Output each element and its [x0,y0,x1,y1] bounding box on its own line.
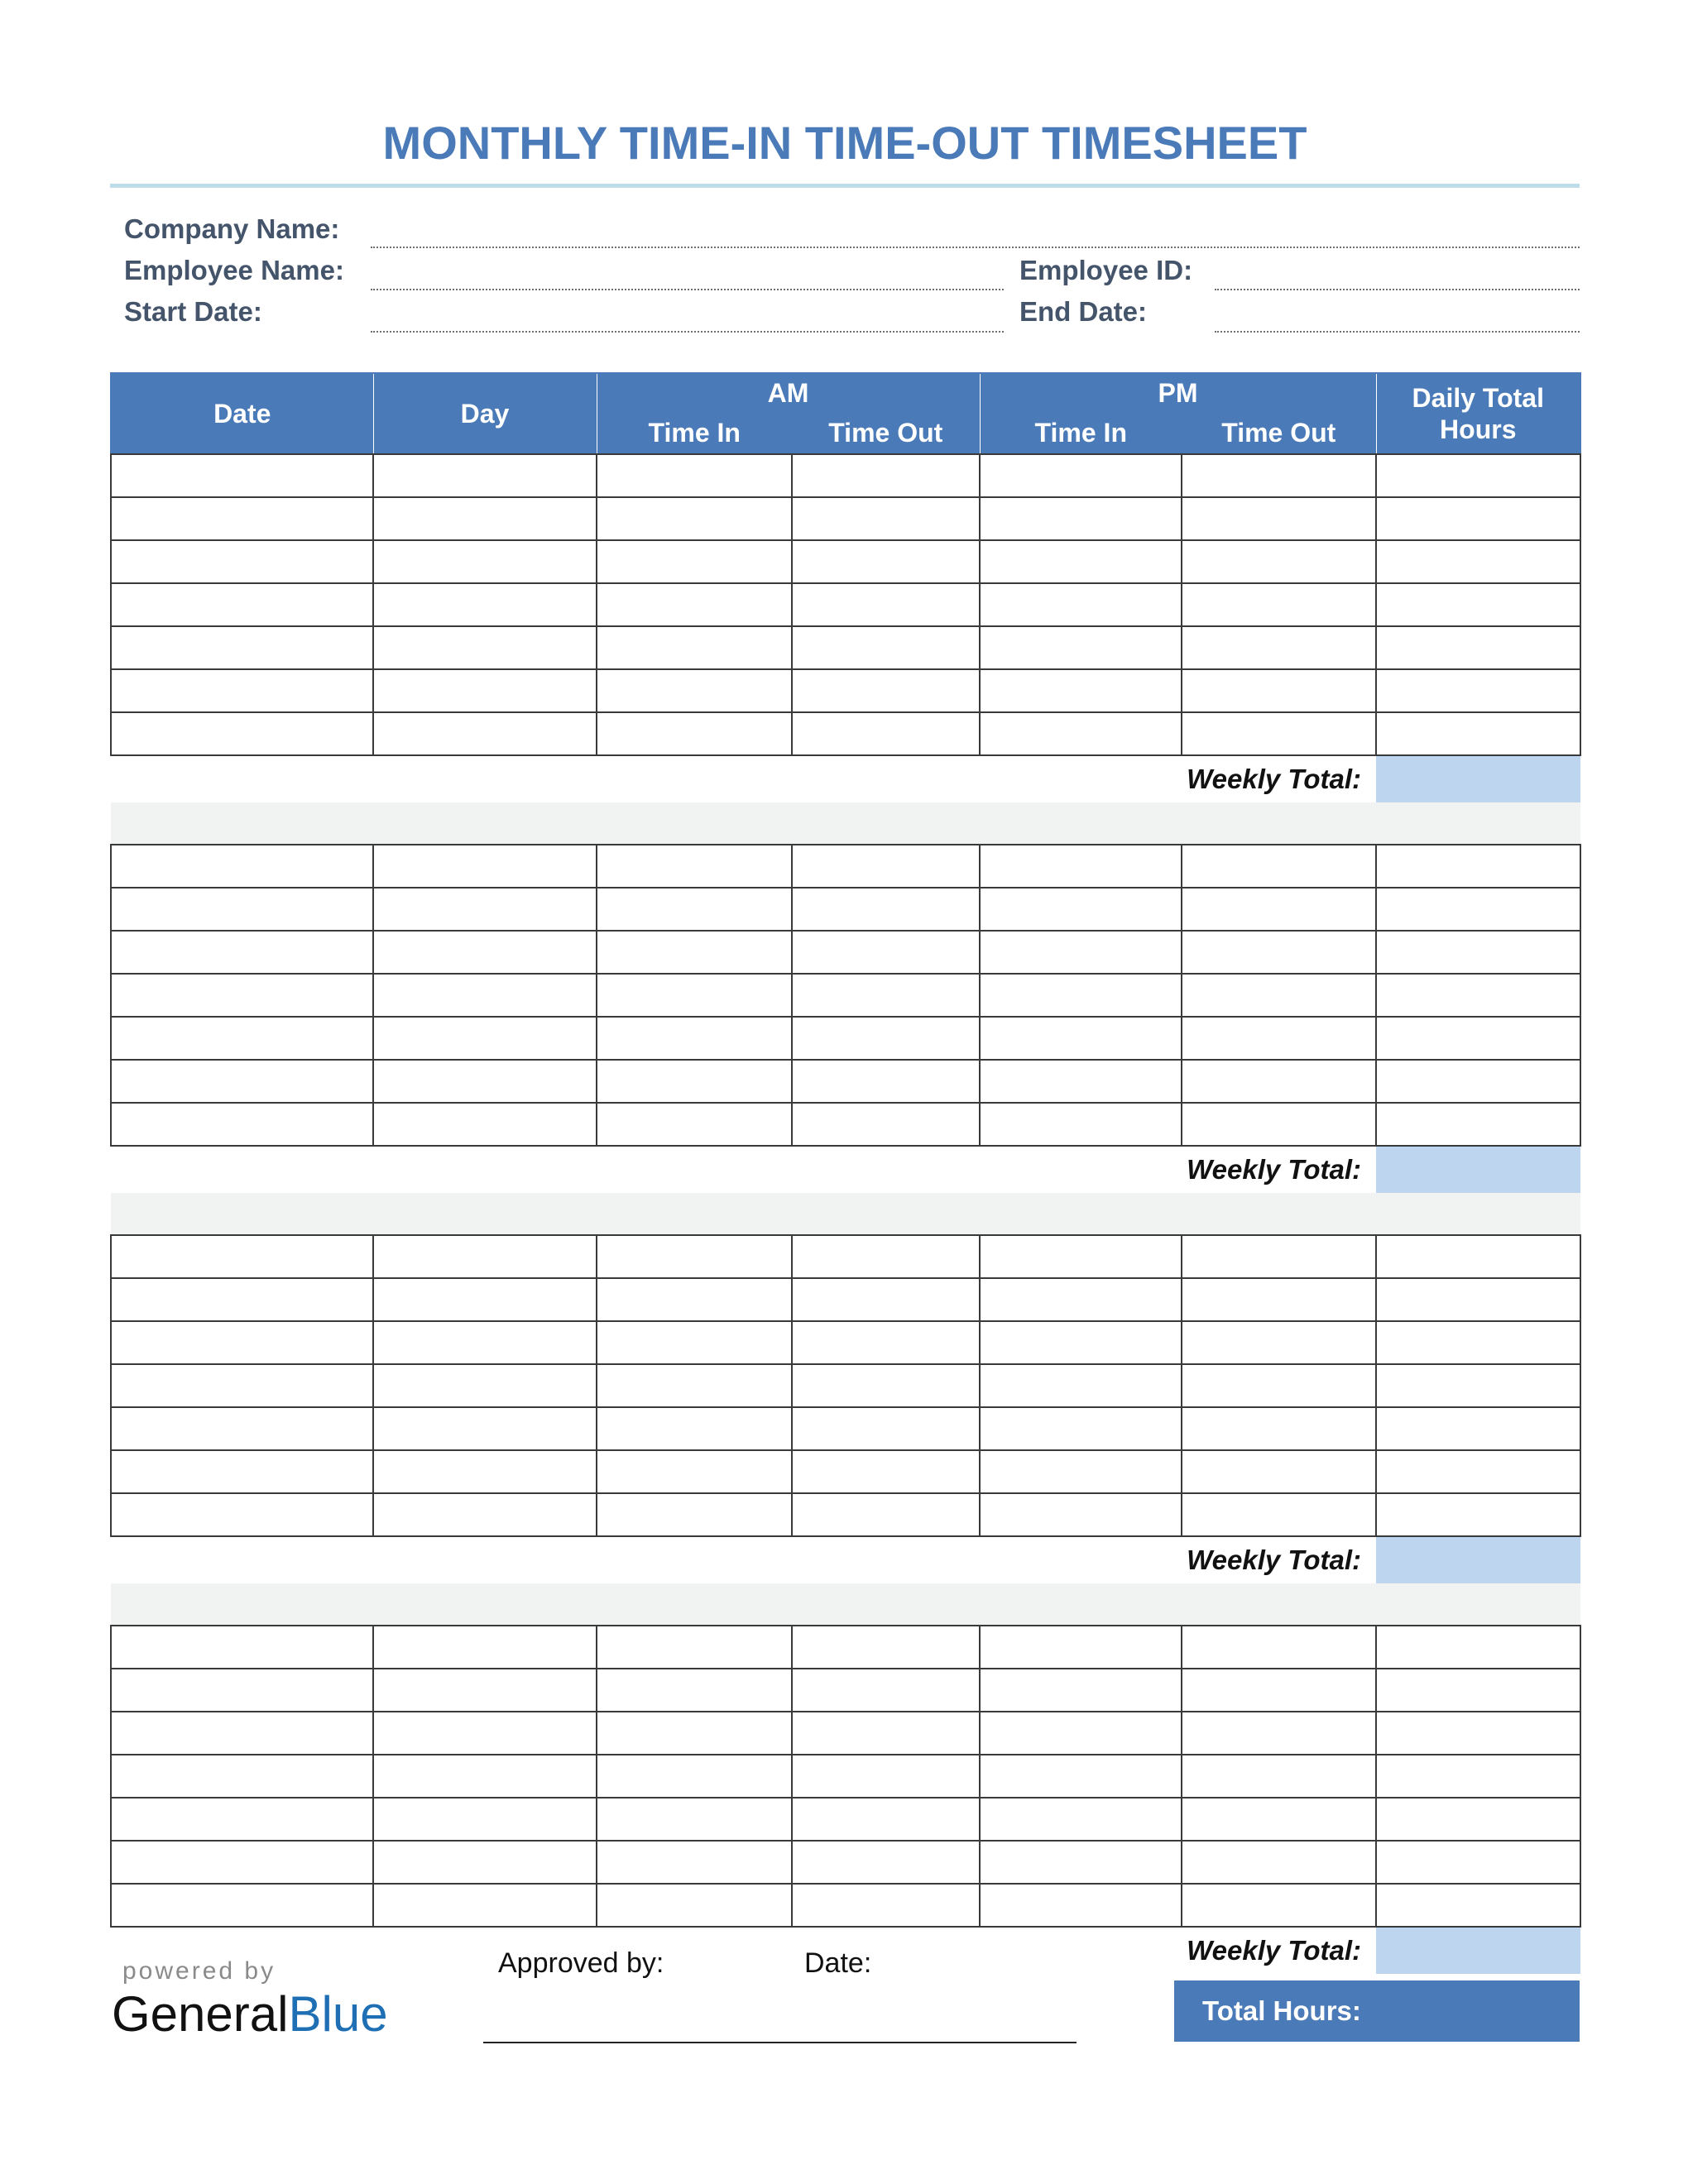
table-cell[interactable] [597,1407,792,1450]
table-cell[interactable] [373,1321,597,1364]
header-daily-total-hours [1376,373,1580,454]
table-row [111,1060,1580,1103]
table-cell[interactable] [1376,1235,1580,1278]
table-cell[interactable] [597,583,792,626]
table-cell[interactable] [111,974,373,1017]
table-row [111,669,1580,712]
table-cell[interactable] [1182,1450,1376,1493]
company-name-label: Company Name: [124,213,340,244]
table-cell[interactable] [597,540,792,583]
table-cell[interactable] [1376,1884,1580,1927]
table-cell[interactable] [111,1626,373,1669]
table-cell[interactable] [111,1278,373,1321]
table-row [111,1321,1580,1364]
table-cell[interactable] [597,1450,792,1493]
table-cell[interactable] [1182,1364,1376,1407]
table-cell[interactable] [597,669,792,712]
end-date-label: End Date: [1019,296,1148,327]
table-cell[interactable] [597,1321,792,1364]
table-cell[interactable] [792,1321,980,1364]
table-cell[interactable] [792,1626,980,1669]
table-header [111,373,1580,454]
table-cell[interactable] [1182,712,1376,755]
table-cell[interactable] [980,1407,1182,1450]
table-cell[interactable] [792,669,980,712]
table-cell[interactable] [111,888,373,931]
employee-name-label: Employee Name: [124,255,344,285]
table-cell[interactable] [373,1712,597,1755]
table-cell[interactable] [792,1450,980,1493]
header-daily-total-line1: Daily Total [1412,383,1544,413]
table-row [111,1450,1580,1493]
table-cell[interactable] [111,1798,373,1841]
table-cell[interactable] [792,1841,980,1884]
employee-name-field[interactable] [371,289,1004,290]
table-cell[interactable] [373,1755,597,1798]
table-cell[interactable] [373,974,597,1017]
weekly-total-label: Weekly Total: [1187,1935,1362,1966]
table-cell[interactable] [111,454,373,497]
table-cell[interactable] [111,1364,373,1407]
table-cell[interactable] [980,1060,1182,1103]
table-cell[interactable] [980,1841,1182,1884]
table-cell[interactable] [373,1060,597,1103]
table-cell[interactable] [1376,1669,1580,1712]
table-cell[interactable] [373,540,597,583]
table-cell[interactable] [111,626,373,669]
table-cell[interactable] [1182,888,1376,931]
table-cell[interactable] [111,1060,373,1103]
table-cell[interactable] [792,497,980,540]
table-cell[interactable] [980,931,1182,974]
table-cell[interactable] [1376,974,1580,1017]
table-row [111,712,1580,755]
table-cell[interactable] [373,1103,597,1146]
table-cell[interactable] [111,497,373,540]
table-cell[interactable] [1182,931,1376,974]
table-cell[interactable] [1182,1884,1376,1927]
table-cell[interactable] [792,1669,980,1712]
weekly-total-row [111,1146,1580,1193]
company-name-field[interactable] [371,247,1580,248]
employee-id-field[interactable] [1215,289,1580,290]
table-cell[interactable] [597,497,792,540]
table-cell[interactable] [792,454,980,497]
weekly-total-label: Weekly Total: [1187,1545,1362,1575]
table-cell[interactable] [1376,669,1580,712]
brand-logo [112,1985,388,2043]
header-daily-total-line2: Hours [1440,414,1517,444]
week-separator-cell [111,1583,1580,1626]
table-row [111,1407,1580,1450]
week-separator [111,1583,1580,1626]
table-cell[interactable] [1182,1669,1376,1712]
table-cell[interactable] [980,1712,1182,1755]
table-cell[interactable] [980,1103,1182,1146]
table-cell[interactable] [1376,583,1580,626]
total-hours-box[interactable] [1174,1980,1580,2042]
header-day: Day [373,373,597,454]
table-cell[interactable] [373,931,597,974]
table-cell[interactable] [1182,1493,1376,1536]
weekly-total-value[interactable] [1376,755,1580,802]
page-title: MONTHLY TIME-IN TIME-OUT TIMESHEET [382,117,1307,169]
header-am-time-in: Time In [597,413,792,454]
table-cell[interactable] [597,1103,792,1146]
table-cell[interactable] [1182,497,1376,540]
table-cell[interactable] [373,1626,597,1669]
table-cell[interactable] [980,1321,1182,1364]
table-cell[interactable] [1182,1103,1376,1146]
table-cell[interactable] [1182,1017,1376,1060]
table-cell[interactable] [1182,1798,1376,1841]
table-row [111,540,1580,583]
timesheet-table [110,372,1581,1974]
header-date: Date [111,373,373,454]
header-am-time-out: Time Out [792,413,980,454]
table-cell[interactable] [1182,974,1376,1017]
header-pm-time-out: Time Out [1182,413,1376,454]
table-row [111,974,1580,1017]
table-cell[interactable] [111,1321,373,1364]
table-cell[interactable] [597,1017,792,1060]
weekly-total-label: Weekly Total: [1187,1154,1362,1185]
weekly-total-value[interactable] [1376,1536,1580,1583]
weekly-total-row [111,755,1580,802]
total-hours-label: Total Hours: [1202,1995,1361,2026]
header-am: AM [597,373,980,413]
table-cell[interactable] [373,1669,597,1712]
table-cell[interactable] [1376,1493,1580,1536]
table-cell[interactable] [1376,1841,1580,1884]
table-cell[interactable] [792,1493,980,1536]
table-cell[interactable] [597,712,792,755]
table-cell[interactable] [597,626,792,669]
table-cell[interactable] [597,974,792,1017]
table-cell[interactable] [111,1712,373,1755]
table-cell[interactable] [792,1017,980,1060]
table-cell[interactable] [373,1493,597,1536]
header-pm-time-in: Time In [980,413,1182,454]
table-cell[interactable] [111,540,373,583]
table-cell[interactable] [111,669,373,712]
table-cell[interactable] [1376,497,1580,540]
table-cell[interactable] [980,974,1182,1017]
week-separator [111,1193,1580,1235]
table-row [111,1235,1580,1278]
table-cell[interactable] [980,1278,1182,1321]
table-cell[interactable] [980,1669,1182,1712]
table-cell[interactable] [980,1626,1182,1669]
table-cell[interactable] [1376,1407,1580,1450]
table-cell[interactable] [597,1712,792,1755]
table-row [111,454,1580,497]
table-cell[interactable] [980,1798,1182,1841]
table-cell[interactable] [373,454,597,497]
start-date-label: Start Date: [124,296,262,327]
table-cell[interactable] [373,712,597,755]
table-row [111,583,1580,626]
table-cell[interactable] [1182,845,1376,888]
table-cell[interactable] [1182,1755,1376,1798]
table-cell[interactable] [1182,583,1376,626]
table-cell[interactable] [597,454,792,497]
table-cell[interactable] [980,1450,1182,1493]
weekly-total-row [111,1536,1580,1583]
table-cell[interactable] [1376,1278,1580,1321]
table-row [111,888,1580,931]
table-cell[interactable] [792,1060,980,1103]
table-row [111,497,1580,540]
weekly-total-value[interactable] [1376,1146,1580,1193]
table-cell[interactable] [597,1364,792,1407]
table-cell[interactable] [1376,1450,1580,1493]
table-row [111,1278,1580,1321]
powered-by-text: powered by [122,1957,276,1985]
table-row [111,1364,1580,1407]
table-cell[interactable] [980,712,1182,755]
employee-id-label: Employee ID: [1019,255,1193,285]
table-cell[interactable] [792,1103,980,1146]
table-cell[interactable] [373,1841,597,1884]
header-pm: PM [980,373,1376,413]
table-row [111,1798,1580,1841]
table-cell[interactable] [1182,1841,1376,1884]
table-cell[interactable] [792,931,980,974]
start-date-field[interactable] [371,331,1004,333]
brand-logo-general: General [112,1986,289,2042]
table-cell[interactable] [1182,669,1376,712]
table-cell[interactable] [792,1884,980,1927]
table-cell[interactable] [792,1278,980,1321]
table-cell[interactable] [1182,454,1376,497]
table-cell[interactable] [1376,1017,1580,1060]
table-cell[interactable] [980,497,1182,540]
table-cell[interactable] [111,1103,373,1146]
table-cell[interactable] [1376,1364,1580,1407]
table-cell[interactable] [373,1017,597,1060]
table-cell[interactable] [792,1407,980,1450]
week-separator-cell [111,802,1580,845]
weekly-total-label: Weekly Total: [1187,764,1362,794]
table-cell[interactable] [597,1798,792,1841]
table-cell[interactable] [1376,1103,1580,1146]
table-cell[interactable] [597,1755,792,1798]
table-row [111,1017,1580,1060]
table-row [111,1712,1580,1755]
table-row [111,1626,1580,1669]
table-cell[interactable] [980,1235,1182,1278]
table-cell[interactable] [111,1450,373,1493]
table-cell[interactable] [980,1017,1182,1060]
table-cell[interactable] [792,583,980,626]
table-cell[interactable] [792,845,980,888]
table-cell[interactable] [111,1493,373,1536]
table-cell[interactable] [792,1712,980,1755]
approval-date-label: Date: [804,1947,872,1979]
table-cell[interactable] [1182,1278,1376,1321]
end-date-field[interactable] [1215,331,1580,333]
table-cell[interactable] [1376,931,1580,974]
table-cell[interactable] [1376,1060,1580,1103]
table-cell[interactable] [792,1364,980,1407]
table-row [111,845,1580,888]
table-cell[interactable] [1182,626,1376,669]
table-cell[interactable] [111,1235,373,1278]
table-cell[interactable] [111,1407,373,1450]
table-cell[interactable] [111,1841,373,1884]
signature-line[interactable] [483,2042,1077,2043]
table-cell[interactable] [792,974,980,1017]
table-cell[interactable] [373,845,597,888]
table-row [111,1755,1580,1798]
table-cell[interactable] [1376,626,1580,669]
table-cell[interactable] [1182,1235,1376,1278]
table-cell[interactable] [111,1017,373,1060]
table-cell[interactable] [980,1755,1182,1798]
table-cell[interactable] [980,1364,1182,1407]
table-cell[interactable] [1376,888,1580,931]
table-cell[interactable] [373,1450,597,1493]
table-cell[interactable] [1376,712,1580,755]
table-cell[interactable] [1376,1712,1580,1755]
table-cell[interactable] [1376,1755,1580,1798]
table-cell[interactable] [1376,1321,1580,1364]
table-cell[interactable] [373,1278,597,1321]
table-cell[interactable] [111,1884,373,1927]
table-cell[interactable] [111,1669,373,1712]
week-separator-cell [111,1193,1580,1235]
table-cell[interactable] [792,1755,980,1798]
week-separator [111,802,1580,845]
table-cell[interactable] [1182,1712,1376,1755]
table-cell[interactable] [597,1841,792,1884]
table-cell[interactable] [792,712,980,755]
table-cell[interactable] [1376,1626,1580,1669]
table-cell[interactable] [111,845,373,888]
table-cell[interactable] [373,583,597,626]
table-row [111,626,1580,669]
table-cell[interactable] [980,1884,1182,1927]
table-cell[interactable] [1376,1798,1580,1841]
table-row [111,931,1580,974]
table-cell[interactable] [597,1060,792,1103]
table-row [111,1669,1580,1712]
table-cell[interactable] [1182,1060,1376,1103]
weekly-total-value[interactable] [1376,1927,1580,1974]
table-cell[interactable] [1182,1626,1376,1669]
approved-by-label: Approved by: [498,1947,664,1979]
table-cell[interactable] [373,1235,597,1278]
table-cell[interactable] [980,669,1182,712]
table-cell[interactable] [980,454,1182,497]
brand-logo-blue: Blue [288,1986,388,2042]
table-cell[interactable] [1376,540,1580,583]
table-cell[interactable] [597,1235,792,1278]
table-row [111,1103,1580,1146]
table-cell[interactable] [980,1493,1182,1536]
table-row [111,1493,1580,1536]
table-cell[interactable] [373,1364,597,1407]
table-cell[interactable] [373,669,597,712]
table-cell[interactable] [1182,1321,1376,1364]
table-row [111,1841,1580,1884]
table-body [111,454,1580,1974]
table-cell[interactable] [111,712,373,755]
table-cell[interactable] [1182,540,1376,583]
table-cell[interactable] [792,540,980,583]
table-cell[interactable] [597,1884,792,1927]
table-cell[interactable] [597,888,792,931]
table-cell[interactable] [792,1235,980,1278]
table-cell[interactable] [792,1798,980,1841]
table-cell[interactable] [792,626,980,669]
table-cell[interactable] [980,583,1182,626]
table-cell[interactable] [111,931,373,974]
table-cell[interactable] [373,626,597,669]
table-cell[interactable] [980,845,1182,888]
table-cell[interactable] [980,626,1182,669]
table-cell[interactable] [373,497,597,540]
table-cell[interactable] [373,1407,597,1450]
table-cell[interactable] [597,1493,792,1536]
table-cell[interactable] [1376,845,1580,888]
table-cell[interactable] [373,888,597,931]
table-cell[interactable] [980,888,1182,931]
table-cell[interactable] [111,583,373,626]
table-cell[interactable] [792,888,980,931]
table-cell[interactable] [597,1278,792,1321]
table-cell[interactable] [373,1798,597,1841]
table-cell[interactable] [597,931,792,974]
table-row [111,1884,1580,1927]
title-divider [110,184,1580,188]
table-cell[interactable] [597,1669,792,1712]
table-cell[interactable] [1182,1407,1376,1450]
table-cell[interactable] [373,1884,597,1927]
table-cell[interactable] [597,845,792,888]
table-cell[interactable] [111,1755,373,1798]
table-cell[interactable] [980,540,1182,583]
table-cell[interactable] [597,1626,792,1669]
table-cell[interactable] [1376,454,1580,497]
